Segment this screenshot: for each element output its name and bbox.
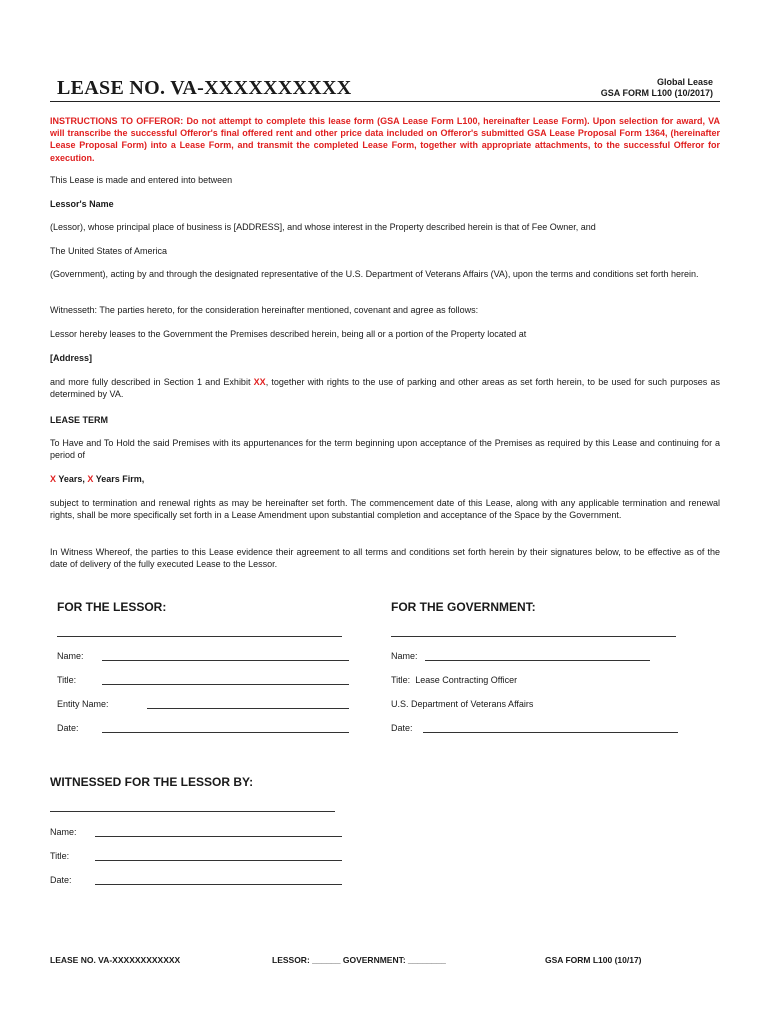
government-date-field[interactable] <box>423 732 678 733</box>
term-paragraph: To Have and To Hold the said Premises with its appurtenances for the term beginning upon acceptance of the Premises as required by this Lease and continuing for a period of <box>50 438 720 460</box>
footer-form-id: GSA FORM L100 (10/17) <box>545 955 642 965</box>
footer-lease-number: LEASE NO. VA-XXXXXXXXXXXX <box>50 955 181 965</box>
witness-name-field[interactable] <box>95 836 342 837</box>
witness-name-label: Name: <box>50 827 77 837</box>
firm-years-text: Years Firm, <box>93 474 145 484</box>
intro-paragraph: This Lease is made and entered into between <box>50 175 233 185</box>
witnesseth-paragraph: Witnesseth: The parties hereto, for the consideration hereinafter mentioned, covenant and agree as follows: <box>50 305 479 315</box>
termination-paragraph: subject to termination and renewal rights as may be hereinafter set forth. The commencement date of this Lease, along with any applicable termination and renewal rights, shall be more specifically set forth in a Lease Amendment upon substantial completion and acceptance of the Space by the Government. <box>50 498 720 520</box>
government-name-label: Name: <box>391 651 418 661</box>
footer-initials: LESSOR: ______ GOVERNMENT: ________ <box>272 955 446 965</box>
lease-term-heading: LEASE TERM <box>50 415 109 425</box>
exhibit-text-a: and more fully described in Section 1 and Exhibit <box>50 377 254 387</box>
witness-whereof-paragraph: In Witness Whereof, the parties to this Lease evidence their agreement to all terms and conditions set forth herein by their signatures below, to be effective as of the date of delivery of the fully executed Lease to the Lessor. <box>50 547 720 569</box>
years-placeholder: X <box>50 474 57 484</box>
usa-paragraph: The United States of America <box>50 246 168 256</box>
lessor-date-label: Date: <box>57 723 79 733</box>
exhibit-paragraph <box>50 377 720 401</box>
form-id: GSA FORM L100 (10/2017) <box>600 88 713 98</box>
premises-paragraph: Lessor hereby leases to the Government the Premises described herein, being all or a portion of the Property located at <box>50 329 527 339</box>
form-type: Global Lease <box>656 77 713 87</box>
lessor-signature-line[interactable] <box>57 636 342 637</box>
for-the-lessor-heading: FOR THE LESSOR: <box>57 600 167 614</box>
government-paragraph: (Government), acting by and through the designated representative of the U.S. Department of Veterans Affairs (VA), upon the terms and conditions set forth herein. <box>50 269 699 279</box>
for-the-government-heading: FOR THE GOVERNMENT: <box>391 600 536 614</box>
firm-years-placeholder: X <box>87 474 94 484</box>
witness-signature-line[interactable] <box>50 811 335 812</box>
witness-date-label: Date: <box>50 875 72 885</box>
witnessed-heading: WITNESSED FOR THE LESSOR BY: <box>50 775 254 789</box>
government-title-value: Lease Contracting Officer <box>415 675 518 685</box>
lessor-title-label: Title: <box>57 675 77 685</box>
instructions-to-offeror: INSTRUCTIONS TO OFFEROR: Do not attempt to complete this lease form (GSA Lease Form L100, hereinafter Lease Form). Upon selection for award, VA will transcribe the successful Offeror's final offered rent and other price data included on Offeror's submitted GSA Lease Proposal Form 1364, (hereinafter Lease Proposal Form) into a Lease Form, and transmit the completed Lease Form, together with appropriate attachments, to the successful Offeror for execution. <box>50 116 720 163</box>
lessor-entity-field[interactable] <box>147 708 349 709</box>
exhibit-placeholder: XX <box>253 377 266 387</box>
witness-title-field[interactable] <box>95 860 342 861</box>
lessor-date-field[interactable] <box>102 732 349 733</box>
exhibit-text-b: , together with rights to the use of parking and other areas as set forth herein, to be used for such purposes as determined by VA. <box>50 377 720 399</box>
government-date-label: Date: <box>391 723 413 733</box>
government-title-label: Title: <box>391 675 411 685</box>
lessor-name-field[interactable] <box>102 660 349 661</box>
witness-date-field[interactable] <box>95 884 342 885</box>
lessor-entity-label: Entity Name: <box>57 699 109 709</box>
years-text: Years, <box>56 474 88 484</box>
government-agency: U.S. Department of Veterans Affairs <box>391 699 534 709</box>
lessor-name-label: Name: <box>57 651 84 661</box>
lessor-name: Lessor's Name <box>50 199 114 209</box>
property-address: [Address] <box>50 353 93 363</box>
header-divider <box>50 101 720 102</box>
witness-title-label: Title: <box>50 851 70 861</box>
lessor-paragraph: (Lessor), whose principal place of business is [ADDRESS], and whose interest in the Property described herein is that of Fee Owner, and <box>50 222 596 232</box>
lease-number-title: LEASE NO. VA-XXXXXXXXXX <box>57 77 352 99</box>
lessor-title-field[interactable] <box>102 684 349 685</box>
government-title-line <box>391 675 517 685</box>
government-signature-line[interactable] <box>391 636 676 637</box>
government-name-field[interactable] <box>425 660 650 661</box>
form-header-info <box>601 77 713 99</box>
term-years <box>50 474 720 486</box>
